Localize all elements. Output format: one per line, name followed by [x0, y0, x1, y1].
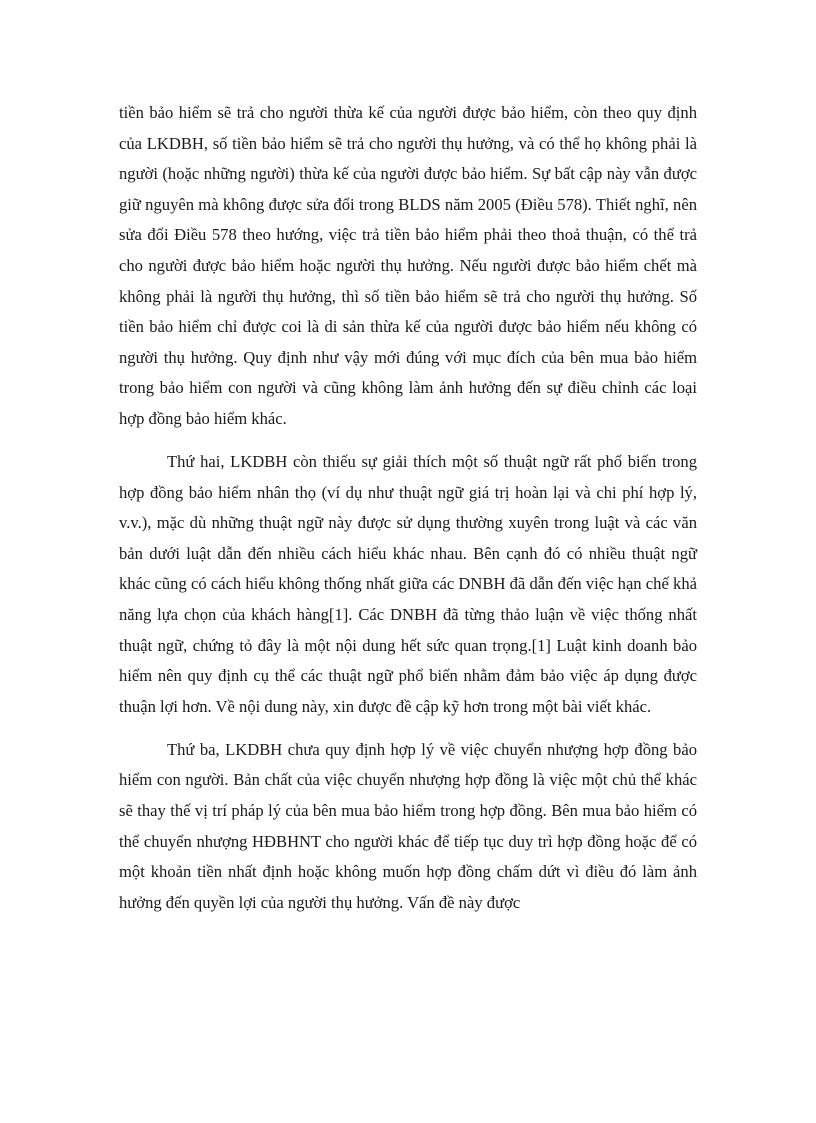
paragraph-third-point: Thứ ba, LKDBH chưa quy định hợp lý về việc chuyển nhượng hợp đồng bảo hiểm con người. Bản chất của việc chuyển nhượng hợp đồng là việc một chủ thể khác sẽ thay thế vị trí pháp lý của bên mua bảo hiểm trong hợp đồng. Bên mua bảo hiểm có thể chuyển nhượng HĐBHNT cho người khác để tiếp tục duy trì hợp đồng hoặc để có một khoản tiền nhất định hoặc không muốn hợp đồng chấm dứt vì điều đó làm ảnh hưởng đến quyền lợi của người thụ hưởng. Vấn đề này được: [119, 739, 697, 912]
paragraph-continuation: tiền bảo hiểm sẽ trả cho người thừa kế của người được bảo hiểm, còn theo quy định của LKDBH, số tiền bảo hiểm sẽ trả cho người thụ hưởng, và có thể họ không phải là người (hoặc những người) thừa kế của người được bảo hiểm. Sự bất cập này vẫn được giữ nguyên mà không được sửa đổi trong BLDS năm 2005 (Điều 578). Thiết nghĩ, nên sửa đổi Điều 578 theo hướng, việc trả tiền bảo hiểm phải theo thoả thuận, có thể trả cho người được bảo hiểm hoặc người thụ hưởng. Nếu người được bảo hiểm chết mà không phải là người thụ hưởng, thì số tiền bảo hiểm sẽ trả cho người thụ hưởng. Số tiền bảo hiểm chỉ được coi là di sản thừa kế của người được bảo hiểm nếu không có người thụ hưởng. Quy định như vậy mới đúng với mục đích của bên mua bảo hiểm trong bảo hiểm con người và cũng không làm ảnh hưởng đến sự điều chỉnh các loại hợp đồng bảo hiểm khác.: [119, 103, 697, 428]
document-page: [119, 98, 697, 918]
paragraph-second-point: Thứ hai, LKDBH còn thiếu sự giải thích một số thuật ngữ rất phổ biến trong hợp đồng bảo hiểm nhân thọ (ví dụ như thuật ngữ giá trị hoàn lại và chi phí hợp lý, v.v.), mặc dù những thuật ngữ này được sử dụng thường xuyên trong luật và các văn bản dưới luật dẫn đến nhiều cách hiểu khác nhau. Bên cạnh đó có nhiều thuật ngữ khác cũng có cách hiểu không thống nhất giữa các DNBH đã dẫn đến việc hạn chế khả năng lựa chọn của khách hàng[1]. Các DNBH đã từng thảo luận về việc thống nhất thuật ngữ, chứng tỏ đây là một nội dung hết sức quan trọng.[1] Luật kinh doanh bảo hiểm nên quy định cụ thể các thuật ngữ phổ biến nhằm đảm bảo việc áp dụng được thuận lợi hơn. Về nội dung này, xin được đề cập kỹ hơn trong một bài viết khác.: [119, 452, 697, 716]
